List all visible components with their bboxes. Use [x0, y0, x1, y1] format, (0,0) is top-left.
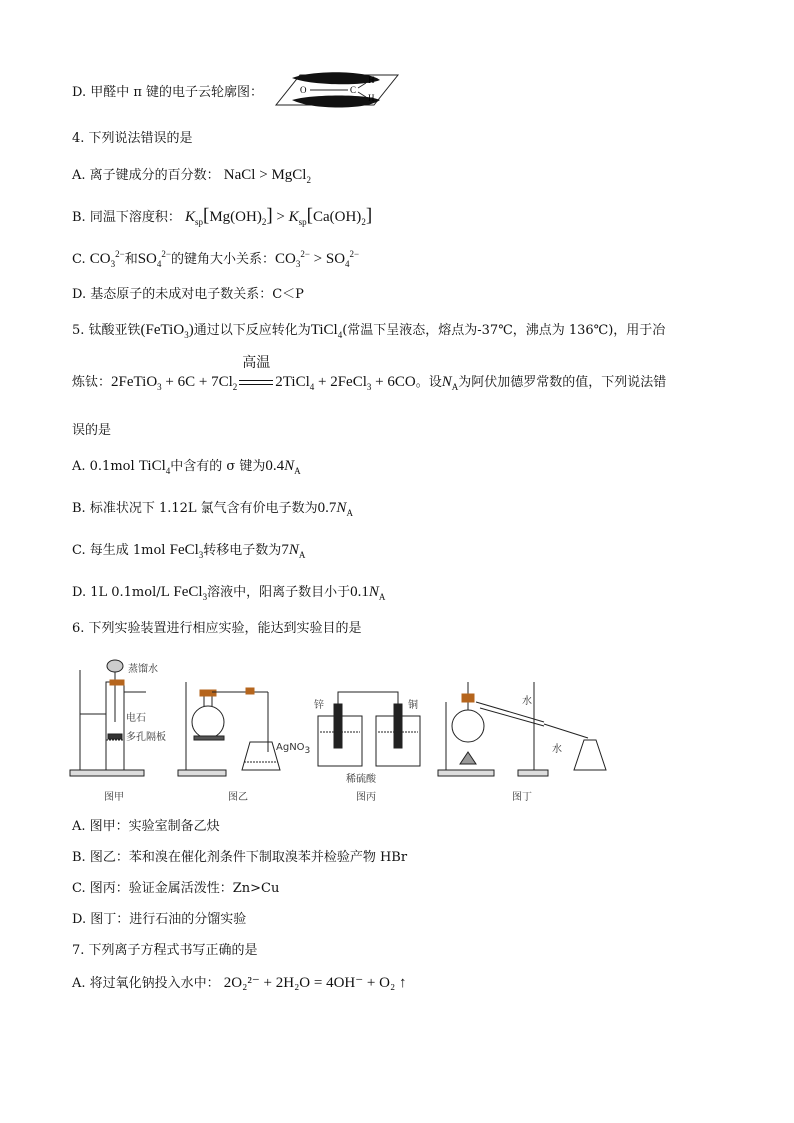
q4-option-a: A. 离子键成分的百分数： NaCl > MgCl$_2$ [72, 167, 311, 185]
q5-stem-2b: 。设 [415, 375, 442, 390]
q4-option-c: C. $CO_3^{2-}$和$SO_4^{2-}$的键角大小关系：$CO_3^{2-} > SO_4^{2-}$ [72, 249, 360, 269]
q4-stem [72, 129, 193, 149]
q5-stem-line3 [72, 421, 111, 441]
q5-stem-1b: 通过以下反应转化为 [193, 323, 311, 338]
q3-option-d [72, 83, 263, 103]
orbital-label-c: C [350, 85, 357, 95]
label-calcium-carbide: 电石 [126, 713, 146, 724]
q3-option-d-text: D. 甲醛中 π 键的电子云轮廓图： [72, 85, 264, 100]
q5-option-c-pre: C. 每生成 1mol [72, 543, 166, 558]
q6-option-a-text: A. 图甲：实验室制备乙炔 [72, 819, 220, 834]
apparatus-yi [178, 682, 280, 776]
q6-option-a [72, 817, 220, 837]
caption-jia: 图甲 [104, 792, 124, 803]
q4-option-c-mid: 和 [124, 252, 138, 267]
q6-stem-text: 6. 下列实验装置进行相应实验，能达到实验目的是 [72, 621, 362, 636]
label-water-out: 水 [552, 744, 562, 755]
q5-option-c: C. 每生成 1mol FeCl$_3$转移电子数为$7N_A$ [72, 542, 306, 560]
q5-stem-2c: 为阿伏加德罗常数的值，下列说法错 [458, 375, 667, 390]
q5-option-b-text: B. 标准状况下 1.12L 氯气含有价电子数为 [72, 501, 318, 516]
label-copper: 铜 [408, 700, 418, 711]
reaction-condition [239, 355, 273, 393]
q6-option-d-text: D. 图丁：进行石油的分馏实验 [72, 912, 247, 927]
q4-option-c-prefix: C. [72, 252, 86, 267]
q5-option-a-mid: 中含有的 σ 键为 [170, 459, 266, 474]
q5-stem-2a: 炼钛： [72, 375, 112, 390]
formula-mgcl2: MgCl [271, 167, 307, 183]
label-dilute-sulfuric-acid: 稀硫酸 [346, 774, 376, 785]
label-porous-plate: 多孔隔板 [126, 732, 166, 743]
q7-option-a-equation: 2O₂²⁻ + 2H₂O = 4OH⁻ + O₂ ↑ [223, 975, 407, 991]
q6-option-d [72, 910, 246, 930]
formula-mgoh2: Mg(OH) [209, 209, 262, 225]
caption-bing: 图丙 [356, 792, 376, 803]
q5-option-a-pre: A. 0.1mol [72, 459, 135, 474]
q5-stem-1a: 5. 钛酸亚铁 [72, 323, 141, 338]
q4-option-c-text: 的键角大小关系： [170, 252, 275, 267]
q7-stem-text: 7. 下列离子方程式书写正确的是 [72, 943, 258, 958]
q5-option-d: D. 1L 0.1mol/L FeCl$_3$溶液中，阳离子数目小于$0.1N_A$ [72, 584, 386, 602]
q6-option-b [72, 848, 407, 868]
q6-option-c [72, 879, 279, 899]
q6-option-b-text: B. 图乙：苯和溴在催化剂条件下制取溴苯并检验产物 HBr [72, 850, 408, 865]
orbital-label-h1: H [368, 75, 375, 85]
q5-stem-3: 误的是 [72, 423, 112, 438]
q5-option-d-pre: D. 1L 0.1mol/L [72, 585, 170, 600]
q5-option-a: A. 0.1mol TiCl$_4$中含有的 σ 键为$0.4N_A$ [72, 458, 301, 476]
caption-yi: 图乙 [228, 792, 248, 803]
q4-option-b: B. 同温下溶度积： $K_{sp}[Mg(OH)_2] > K_{sp}[Ca(OH)_2]$ [72, 205, 373, 227]
label-distilled-water: 蒸馏水 [128, 664, 158, 675]
q5-option-c-mid: 转移电子数为 [203, 543, 282, 558]
q4-option-d-text: D. 基态原子的未成对电子数关系：C＜P [72, 287, 304, 302]
orbital-label-h2: H [368, 93, 375, 103]
q5-option-b: B. 标准状况下 1.12L 氯气含有价电子数为$0.7N_A$ [72, 500, 353, 518]
orbital-label-o: O [300, 85, 307, 95]
q4-option-a-text: A. 离子键成分的百分数： [72, 168, 220, 183]
q4-stem-text: 4. 下列说法错误的是 [72, 131, 193, 146]
apparatus-bing [318, 692, 420, 766]
q5-stem-line1: 5. 钛酸亚铁(FeTiO$_3$)通过以下反应转化为TiCl$_4$(常温下呈液态，熔点为-37℃，沸点为 136℃)，用于冶 [72, 322, 666, 340]
q6-option-c-text: C. 图丙：验证金属活泼性：Zn>Cu [72, 881, 280, 896]
q6-apparatus-figure [66, 652, 618, 802]
formula-caoh2: Ca(OH) [312, 209, 362, 225]
q7-stem [72, 941, 258, 961]
label-zinc: 锌 [314, 700, 324, 711]
q5-stem-line2: 炼钛：2FeTiO$_3$ + $6C + 7Cl_2$ 高温 2TiCl$_4$ + 2FeCl$_3$ + 6CO。设$N_A$为阿伏加德罗常数的值，下列说法错 [72, 355, 667, 392]
caption-ding: 图丁 [512, 792, 532, 803]
label-agno3-text: AgNO [276, 742, 305, 753]
label-water-in: 水 [522, 696, 532, 707]
reaction-condition-text: 高温 [242, 355, 271, 371]
q6-stem [72, 619, 362, 639]
q5-stem-1c: (常温下呈液态，熔点为-37℃，沸点为 136℃)，用于冶 [342, 323, 666, 338]
q4-option-d [72, 285, 304, 305]
q7-option-a-text: A. 将过氧化钠投入水中： [72, 976, 220, 991]
q7-option-a [72, 973, 406, 994]
formula-nacl: NaCl [223, 167, 256, 183]
q4-option-b-text: B. 同温下溶度积： [72, 210, 181, 225]
pi-bond-orbital-diagram [272, 70, 402, 110]
label-agno3: AgNO$_3$ [276, 742, 311, 756]
q5-option-d-mid: 溶液中，阳离子数目小于 [207, 585, 351, 600]
